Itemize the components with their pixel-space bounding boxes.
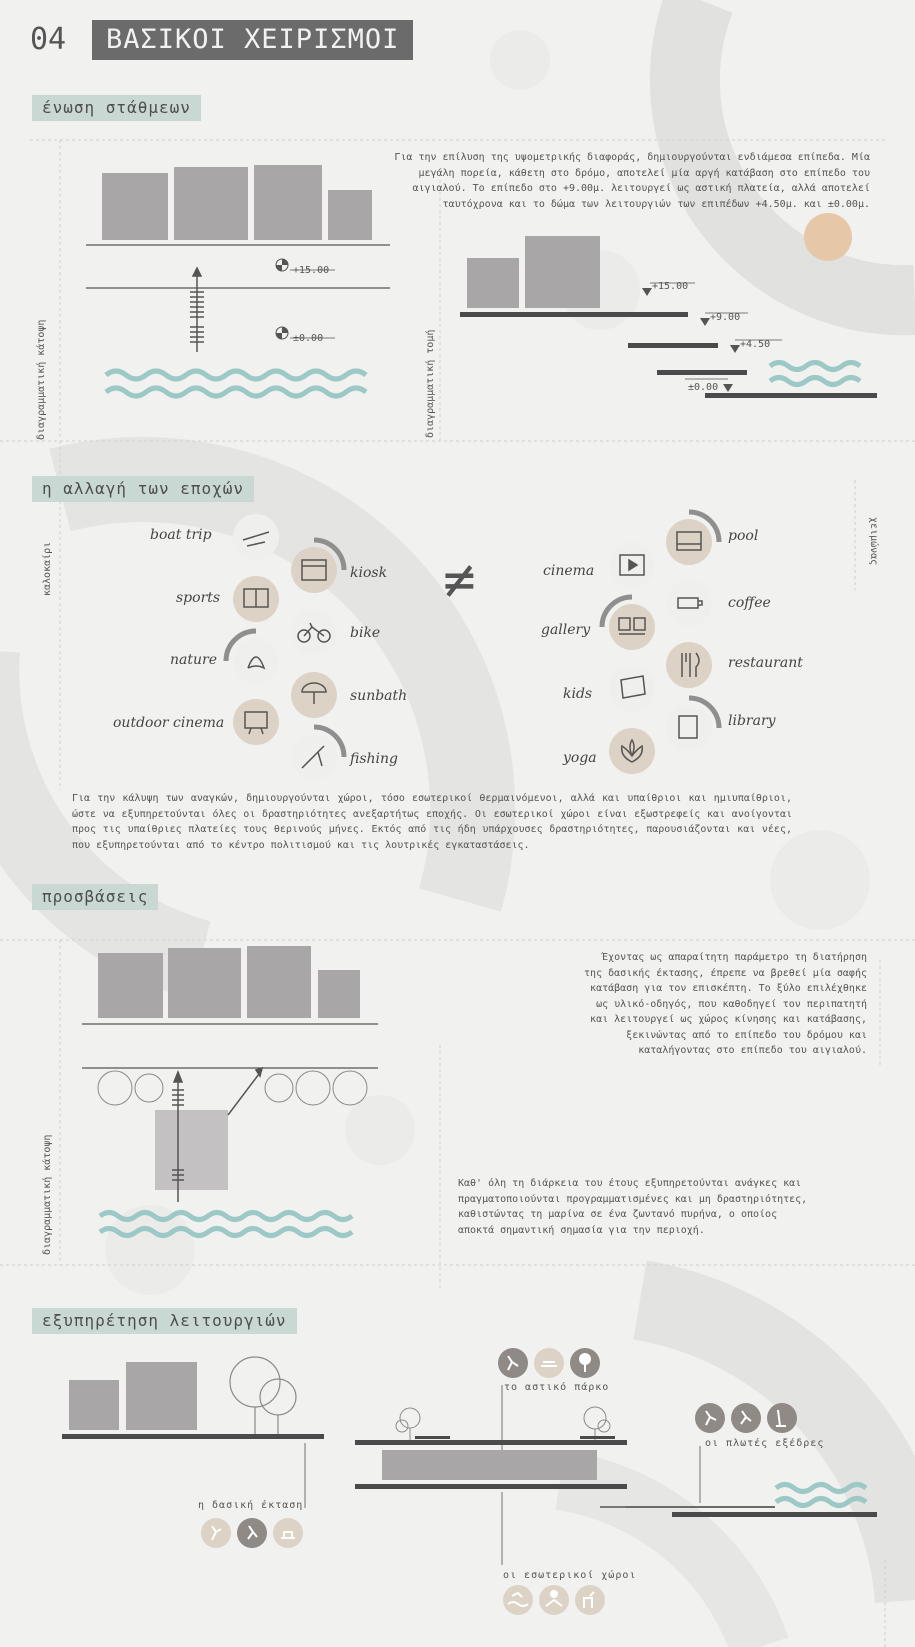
label-floating-platforms: οι πλωτές εξέδρες <box>705 1438 825 1449</box>
activity-label: kiosk <box>350 565 388 581</box>
activity-label: library <box>728 713 776 729</box>
activity-label: restaurant <box>728 655 803 671</box>
not-equal-symbol: ≠ <box>443 548 476 611</box>
activity-label: pool <box>728 528 759 544</box>
activity-label: kids <box>563 686 593 702</box>
section-title-access: προσβάσεις <box>32 884 158 910</box>
label-forest-area: η δασική έκταση <box>198 1500 304 1511</box>
winter-activity-circles <box>602 512 719 774</box>
seasons-diagram <box>0 500 915 790</box>
section-level-2: +9.00 <box>710 312 741 323</box>
summer-label: καλοκαίρι <box>42 541 53 596</box>
section-level-4: ±0.00 <box>688 382 719 393</box>
activity-label: boat trip <box>150 527 212 543</box>
section-title-seasons: η αλλαγή των εποχών <box>32 476 254 502</box>
activity-label: coffee <box>728 595 771 611</box>
access-waves <box>100 1213 352 1236</box>
section-level-3: +4.50 <box>740 339 771 350</box>
level-marker-icon <box>276 259 288 339</box>
plan-diagram-label: διαγραμματική κάτοψη <box>36 319 47 440</box>
page-number: 04 <box>30 22 67 57</box>
section-title-levels: ένωση στάθμεων <box>32 95 201 121</box>
section-title-functions: εξυπηρέτηση λειτουργιών <box>32 1308 297 1334</box>
forest-icons <box>201 1518 303 1548</box>
park-icons <box>498 1348 600 1378</box>
plan-level-bottom: ±0.00 <box>293 333 324 344</box>
tree-circles <box>98 1071 367 1105</box>
seasons-description: Για την κάλυψη των αναγκών, δημιουργούνται χώροι, τόσο εσωτερικοί θερμαινόμενοι, αλλά και υπαίθριοι και ημιυπαίθριοι, ώστε να εξυπηρετούνται όλες οι δραστηριότητες ανεξαρτήτως εποχής. Οι εσωτερικοί χώροι είναι εξωστρεφείς και ανοίγονται προς τις υπαίθριες πλατείες τους θερινούς μήνες. Εκτός από τις ήδη υπάρχουσες δραστηριότητες, παρουσιάζονται και νέες, που εξυπηρετούνται από το κέντρο πολιτισμού και τις λουτρικές εγκαταστάσεις. <box>72 793 792 851</box>
wooden-path-area <box>155 1110 228 1190</box>
label-urban-park: το αστικό πάρκο <box>504 1382 610 1393</box>
access-description: Έχοντας ως απαραίτητη παράμετρο τη διατήρηση της δασικής έκτασης, έπρεπε να βρεθεί μία σαφής κατάβαση για τον επισκέπτη. Το ξύλο επιλέχθηκε ως υλικό-οδηγός, που καθοδηγεί τον περιπατητή και λειτουργεί ως χώρος κίνησης και κατάβασης, ξεκινώντας από το επίπεδο του δρόμου και καταλήγοντας στο επίπεδο του αιγιαλού. <box>584 952 867 1056</box>
summer-activity-circles <box>226 514 344 780</box>
activity-label: sunbath <box>350 688 408 704</box>
sun-icon <box>804 213 852 261</box>
access-diagram <box>0 940 450 1260</box>
platform-waves <box>776 1485 866 1506</box>
levels-diagrams <box>0 140 915 440</box>
plan-ramp <box>190 268 204 352</box>
activity-label: outdoor cinema <box>113 715 225 731</box>
plan-level-top: +15.00 <box>293 265 330 276</box>
functions-diagram <box>0 1340 915 1647</box>
tree-icon <box>230 1357 296 1435</box>
access-plan-label: διαγραμματική κάτοψη <box>42 1134 53 1255</box>
activity-label: cinema <box>543 563 595 579</box>
activity-label: sports <box>176 590 221 606</box>
section-diagram-label: διαγραμματική τομή <box>425 329 436 438</box>
activity-label: bike <box>350 625 381 641</box>
section-waves <box>770 363 860 385</box>
plan-buildings <box>102 165 372 240</box>
activity-label: fishing <box>350 751 398 767</box>
activity-label: yoga <box>563 750 597 766</box>
access-buildings <box>98 946 360 1018</box>
indoor-icons <box>503 1585 605 1615</box>
plan-waves <box>106 371 366 396</box>
winter-label: χειμώνας <box>868 517 879 566</box>
section-level-1: +15.00 <box>652 281 689 292</box>
label-indoor-spaces: οι εσωτερικοί χώροι <box>503 1570 637 1581</box>
activity-label: nature <box>170 652 217 668</box>
year-round-description: Καθ' όλη τη διάρκεια του έτους εξυπηρετούνται ανάγκες και πραγματοποιούνται προγραμματισμένες και μη δραστηριότητες, καθιστώντας τη μαρίνα σε ένα ζωντανό πυρήνα, ο οποίος αποκτά σημαντική σημασία για την περιοχή. <box>458 1178 808 1236</box>
activity-label: gallery <box>541 622 591 638</box>
page-title: ΒΑΣΙΚΟΙ ΧΕΙΡΙΣΜΟΙ <box>92 20 413 60</box>
levels-description: Για την επίλυση της υψομετρικής διαφοράς, δημιουργούνται ενδιάμεσα επίπεδα. Μία μεγάλη πορεία, κάθετη στο δρόμο, αποτελεί μία αργή κατάβαση στο επίπεδο του αιγιαλού. Το επίπεδο στο +9.00μ. λειτουργεί ως αστική πλατεία, αλλά αποτελεί ταυτόχρονα και το δώμα των λειτουργιών των επιπέδων +4.50μ. και ±0.00μ. <box>394 152 870 210</box>
platform-icons <box>695 1403 797 1433</box>
